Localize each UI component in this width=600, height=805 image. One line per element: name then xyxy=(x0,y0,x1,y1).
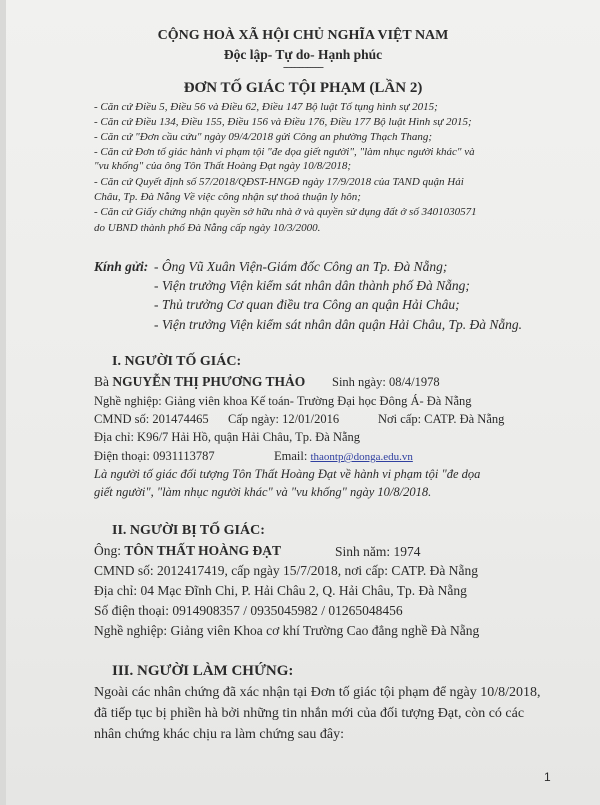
witness-paragraph-2: đã tiếp tục bị phiền hà bởi những tin nhắn mới của đối tượng Đạt, còn có các xyxy=(94,706,525,721)
section-3-heading: III. NGƯỜI LÀM CHỨNG: xyxy=(112,663,294,679)
national-motto: Độc lập- Tự do- Hạnh phúc xyxy=(223,47,383,62)
legal-basis-1: - Căn cứ Điều 5, Điều 56 và Điều 62, Điều 147 Bộ luật Tố tụng hình sự 2015; xyxy=(94,101,438,113)
recipient-3: - Thủ trưởng Cơ quan điều tra Công an quận Hải Châu; xyxy=(154,297,460,312)
legal-basis-3: - Căn cứ "Đơn cầu cứu" ngày 09/4/2018 gửi Công an phường Thạch Thang; xyxy=(94,131,432,143)
accused-job: Nghề nghiệp: Giảng viên Khoa cơ khí Trường Cao đẳng nghề Đà Nẵng xyxy=(94,623,480,638)
legal-basis-6: - Căn cứ Giấy chứng nhận quyền sở hữu nhà ở và quyền sử dụng đất ở số 3401030571 xyxy=(94,206,477,218)
recipient-4: - Viện trưởng Viện kiểm sát nhân dân quận Hải Châu, Tp. Đà Nẵng. xyxy=(154,317,523,332)
document-page xyxy=(6,0,600,805)
witness-paragraph-3: nhân chứng khác chịu ra làm chứng sau đây: xyxy=(94,727,344,742)
accused-id: CMND số: 2012417419, cấp ngày 15/7/2018, nơi cấp: CATP. Đà Nẵng xyxy=(94,563,478,578)
document-title: ĐƠN TỐ GIÁC TỘI PHẠM (LẦN 2) xyxy=(183,80,423,96)
accuser-name-line xyxy=(94,374,305,390)
recipients-label: Kính gửi: xyxy=(94,259,149,274)
accuser-id-number: CMND số: 201474465 xyxy=(94,412,209,426)
section-1-heading: I. NGƯỜI TỐ GIÁC: xyxy=(112,354,242,369)
accuser-address: Địa chỉ: K96/7 Hải Hồ, quận Hải Châu, Tp. Đà Nẵng xyxy=(94,430,361,444)
accuser-prefix: Bà xyxy=(94,374,113,389)
national-title: CỘNG HOÀ XÃ HỘI CHỦ NGHĨA VIỆT NAM xyxy=(157,28,449,43)
legal-basis-2: - Căn cứ Điều 134, Điều 155, Điều 156 và Điều 176, Điều 177 Bộ luật Hình sự 2015; xyxy=(94,116,472,128)
accuser-phone: Điện thoại: 0931113787 xyxy=(94,449,215,463)
accuser-name: NGUYỄN THỊ PHƯƠNG THẢO xyxy=(112,374,306,389)
recipient-2: - Viện trưởng Viện kiểm sát nhân dân thành phố Đà Nẵng; xyxy=(154,278,470,293)
accused-name: TÔN THẤT HOÀNG ĐẠT xyxy=(124,543,282,558)
header-divider: --------------- xyxy=(283,61,323,73)
witness-paragraph-1: Ngoài các nhân chứng đã xác nhận tại Đơn tố giác tội phạm để ngày 10/8/2018, xyxy=(94,685,541,700)
accuser-statement-2: giết người", "làm nhục người khác" và "vu khống" ngày 10/8/2018. xyxy=(94,485,432,499)
email-label: Email: xyxy=(274,449,311,463)
accuser-statement-1: Là người tố giác đối tượng Tôn Thất Hoàng Đạt về hành vi phạm tội "đe dọa xyxy=(94,467,481,481)
accused-birth-year: Sinh năm: 1974 xyxy=(335,544,421,559)
accused-prefix: Ông: xyxy=(94,543,125,558)
page-number: 1 xyxy=(544,770,551,784)
legal-basis-4-cont: "vu khống" của ông Tôn Thất Hoàng Đạt ngày 10/8/2018; xyxy=(94,160,352,172)
recipient-1: - Ông Vũ Xuân Viện-Giám đốc Công an Tp. Đà Nẵng; xyxy=(154,259,448,274)
accused-name-line xyxy=(94,543,281,559)
accuser-email-link[interactable]: thaontp@donga.edu.vn xyxy=(310,451,413,463)
legal-basis-5-cont: Châu, Tp. Đà Nẵng Về việc công nhận sự thoả thuận ly hôn; xyxy=(94,191,361,203)
accuser-email-line xyxy=(274,449,413,464)
legal-basis-4: - Căn cứ Đơn tố giác hành vi phạm tội "đe dọa giết người", "làm nhục người khác" và xyxy=(94,146,475,158)
accuser-id-place: Nơi cấp: CATP. Đà Nẵng xyxy=(378,412,505,426)
accused-address: Địa chỉ: 04 Mạc Đĩnh Chi, P. Hải Châu 2, Q. Hải Châu, Tp. Đà Nẵng xyxy=(94,583,467,598)
accused-phone: Số điện thoại: 0914908357 / 0935045982 / 01265048456 xyxy=(94,603,403,618)
section-2-heading: II. NGƯỜI BỊ TỐ GIÁC: xyxy=(112,523,265,538)
accuser-job: Nghề nghiệp: Giảng viên khoa Kế toán- Trường Đại học Đông Á- Đà Nẵng xyxy=(94,394,472,408)
accuser-dob: Sinh ngày: 08/4/1978 xyxy=(332,375,440,389)
legal-basis-5: - Căn cứ Quyết định số 57/2018/QĐST-HNGĐ ngày 17/9/2018 của TAND quận Hải xyxy=(94,176,464,188)
accuser-id-date: Cấp ngày: 12/01/2016 xyxy=(228,412,340,426)
legal-basis-6-cont: do UBND thành phố Đà Nẵng cấp ngày 10/3/2000. xyxy=(94,222,321,234)
